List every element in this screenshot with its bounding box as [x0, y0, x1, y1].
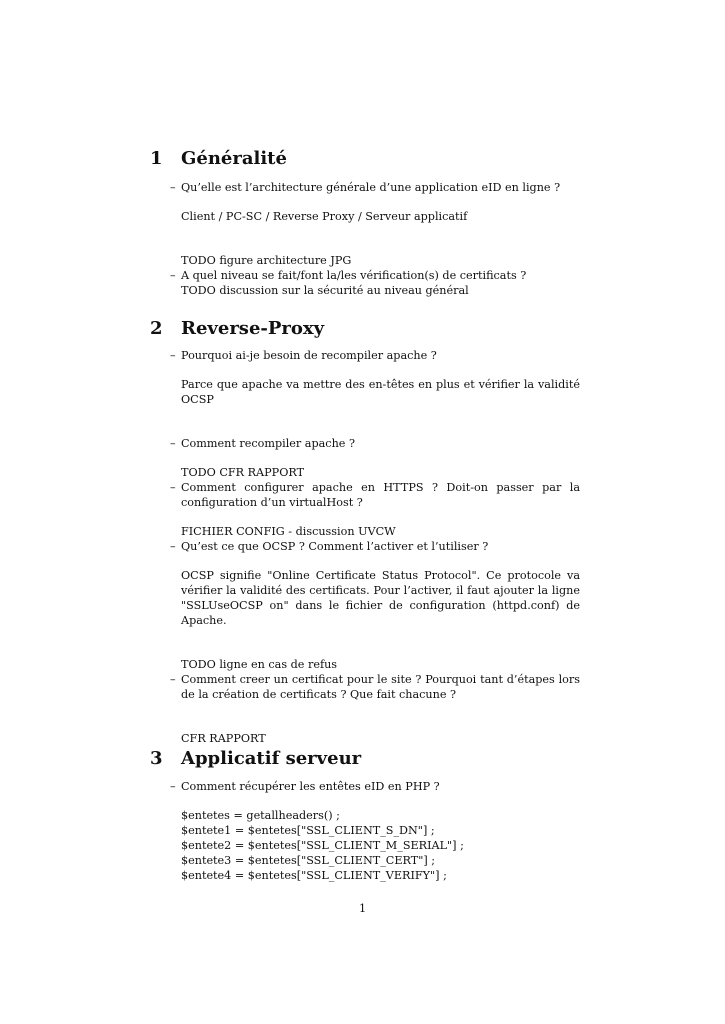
question-text: A quel niveau se fait/font la/les vérification(s) de certificats ? — [181, 269, 527, 282]
list-item — [150, 779, 580, 794]
section-generalite — [150, 148, 580, 169]
section-number: 1 — [150, 148, 163, 169]
answer-text: OCSP signifie "Online Certificate Status Protocol". Ce protocole va vérifier la validité des certificats. Pour l’activer, il faut ajouter la ligne "SSLUseOCSP on" dans le fichier de configuration (httpd.conf) de Apache. — [181, 569, 580, 627]
section-applicatif-serveur — [150, 748, 580, 769]
section-title: Reverse-Proxy — [181, 318, 325, 339]
list-bullet: – — [170, 673, 176, 686]
list-bullet: – — [170, 437, 176, 450]
list-bullet: – — [170, 349, 176, 362]
todo-note: TODO figure architecture JPG — [181, 254, 352, 267]
todo-note: TODO discussion sur la sécurité au niveau général — [181, 284, 469, 297]
section-heading — [150, 318, 580, 339]
section-reverse-proxy — [150, 318, 580, 339]
question-text: Comment récupérer les entêtes eID en PHP ? — [181, 780, 440, 793]
question-text: Comment recompiler apache ? — [181, 437, 355, 450]
answer-text: CFR RAPPORT — [181, 732, 266, 745]
answer-text: Client / PC-SC / Reverse Proxy / Serveur applicatif — [181, 210, 468, 223]
page-number: 1 — [358, 902, 367, 915]
list-item — [150, 180, 580, 195]
code-line: $entete2 = $entetes["SSL_CLIENT_M_SERIAL"] ; — [181, 839, 464, 852]
list-bullet: – — [170, 481, 176, 494]
list-item — [150, 268, 580, 283]
section-title: Généralité — [181, 148, 287, 169]
todo-note: TODO CFR RAPPORT — [181, 466, 305, 479]
list-item — [150, 436, 580, 451]
question-text: Comment creer un certificat pour le site ? Pourquoi tant d’étapes lors de la création de certificats ? Que fait chacune ? — [181, 673, 580, 701]
section-number: 2 — [150, 318, 163, 339]
list-item — [150, 672, 580, 702]
section-title: Applicatif serveur — [181, 748, 362, 769]
list-item — [150, 348, 580, 363]
question-text: Pourquoi ai-je besoin de recompiler apache ? — [181, 349, 437, 362]
code-line: $entete4 = $entetes["SSL_CLIENT_VERIFY"] ; — [181, 869, 447, 882]
code-line: $entete3 = $entetes["SSL_CLIENT_CERT"] ; — [181, 854, 436, 867]
question-text: Qu’est ce que OCSP ? Comment l’activer et l’utiliser ? — [181, 540, 489, 553]
todo-note: TODO ligne en cas de refus — [181, 658, 338, 671]
list-bullet: – — [170, 269, 176, 282]
list-bullet: – — [170, 181, 176, 194]
code-block — [150, 808, 580, 883]
list-item — [150, 539, 580, 554]
question-list-1 — [150, 180, 580, 298]
section-heading — [150, 148, 580, 169]
question-text: Comment configurer apache en HTTPS ? Doit-on passer par la configuration d’un virtualHost ? — [181, 481, 580, 509]
code-line: $entete1 = $entetes["SSL_CLIENT_S_DN"] ; — [181, 824, 435, 837]
list-item — [150, 480, 580, 510]
question-list-3 — [150, 779, 580, 883]
question-list-2 — [150, 348, 580, 746]
answer-text: Parce que apache va mettre des en-têtes en plus et vérifier la validité OCSP — [181, 378, 580, 406]
todo-note: FICHIER CONFIG - discussion UVCW — [181, 525, 396, 538]
question-text: Qu’elle est l’architecture générale d’une application eID en ligne ? — [181, 181, 561, 194]
list-bullet: – — [170, 540, 176, 553]
section-heading — [150, 748, 580, 769]
section-number: 3 — [150, 748, 163, 769]
list-bullet: – — [170, 780, 176, 793]
code-line: $entetes = getallheaders() ; — [181, 809, 340, 822]
